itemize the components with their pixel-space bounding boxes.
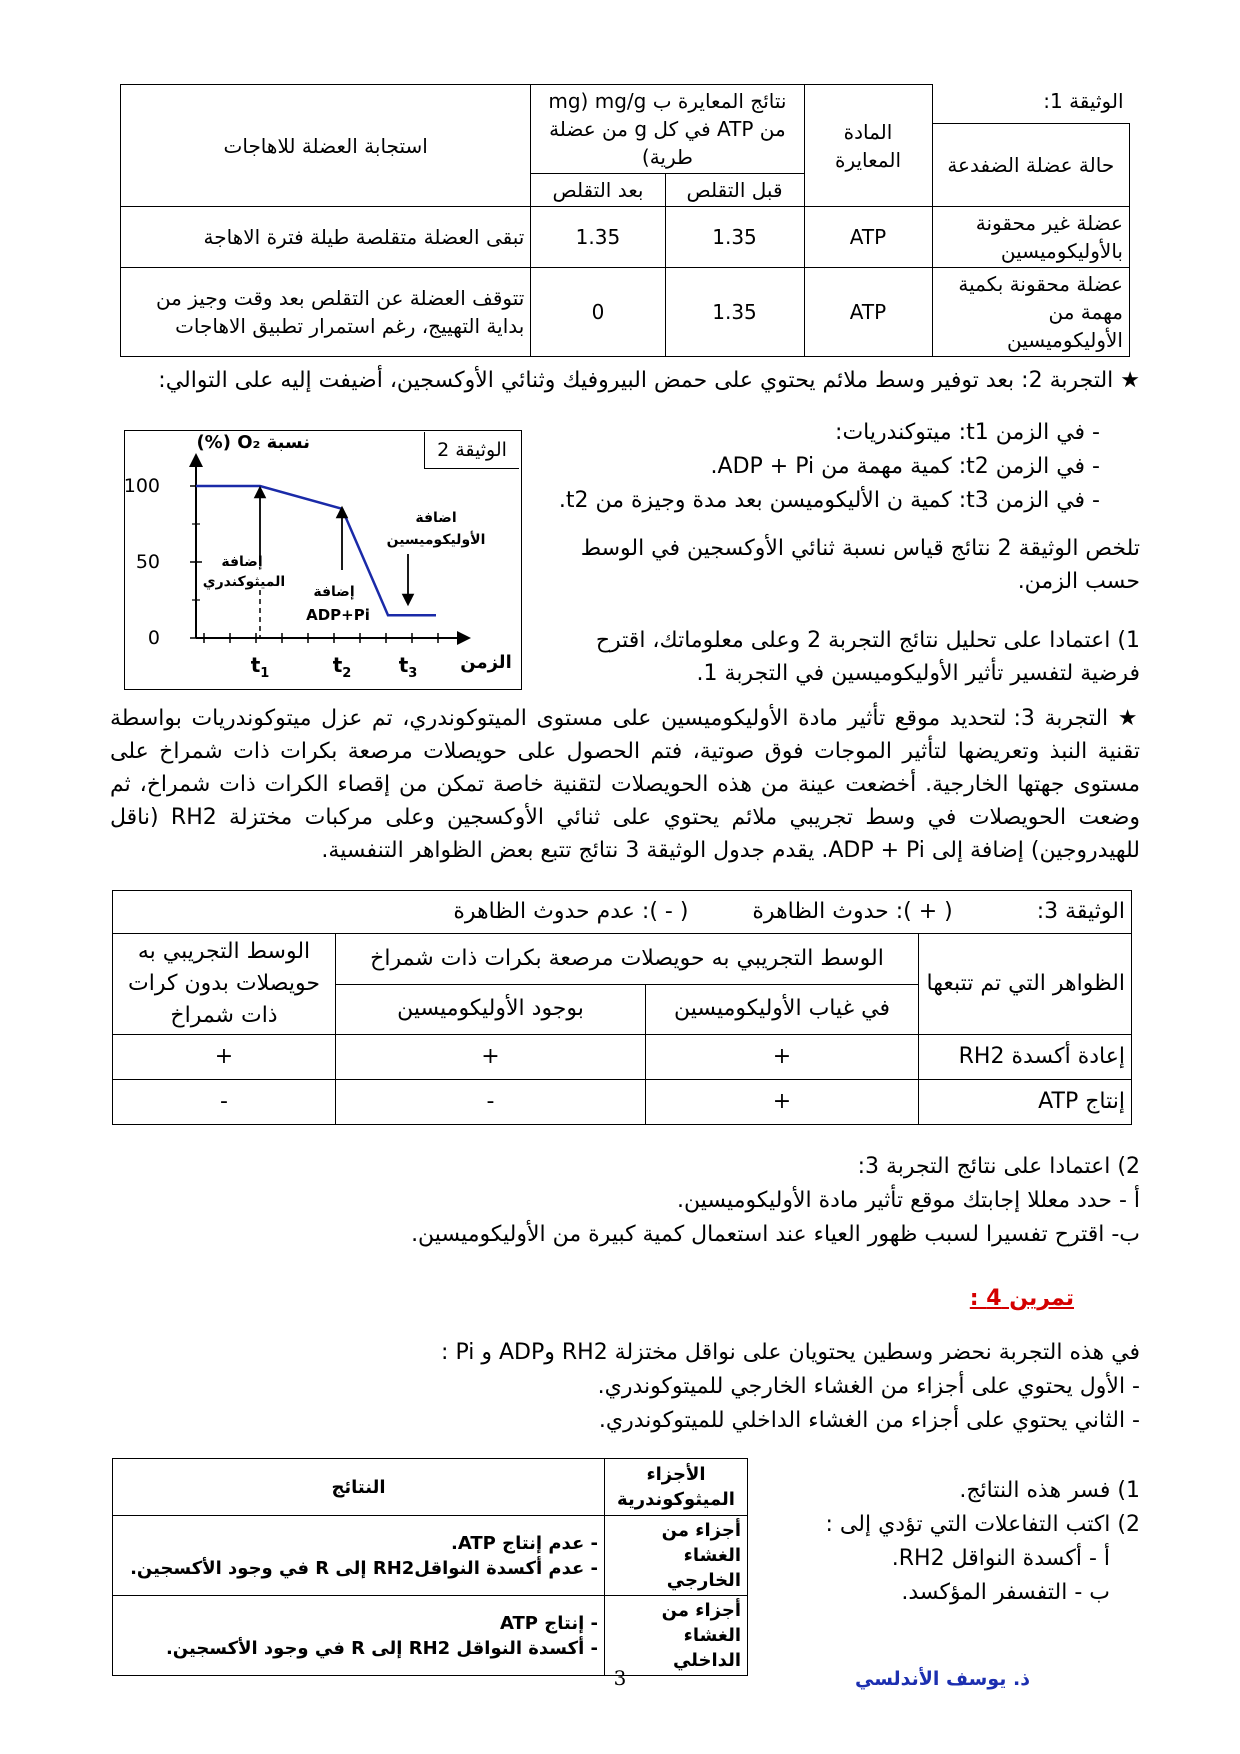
doc1-h-results: نتائج المعايرة ب mg/g (mg من ATP في كل g من عضلة طرية) [531, 85, 804, 174]
doc1-h-response: استجابة العضلة للاهاجات [121, 85, 531, 207]
doc3-h-absent: في غياب الأوليكوميسين [646, 984, 919, 1035]
ex4-q2: 2) اكتب التفاعلات التي تؤدي إلى : [825, 1512, 1140, 1537]
y-axis-label: نسبة O₂ (%) [196, 432, 310, 453]
doc3-absent: + [646, 1080, 919, 1125]
doc1-after: 1.35 [531, 207, 665, 268]
ex4-part: أجزاء من الغشاء الخارجي [605, 1516, 748, 1596]
y-tick-label: 0 [147, 627, 160, 649]
x-tick-label: $t_2$ [332, 653, 352, 681]
doc1-h-substance: المادة المعايرة [804, 85, 932, 207]
exp2-summary: تلخص الوثيقة 2 نتائج قياس نسبة ثنائي الأوكسجين في الوسط حسب الزمن. [580, 536, 1140, 594]
ex4-result: - عدم أكسدة النواقلRH2 إلى R في وجود الأكسجين. [130, 1557, 598, 1579]
annotation-oligo-1: اضافة [415, 510, 457, 526]
doc1-response: تتوقف العضلة عن التقلص بعد وقت وجيز من بداية التهييج، رغم استمرار تطبيق الاهاجات [121, 268, 531, 357]
doc3-title: الوثيقة 3: [1036, 899, 1125, 924]
table-row [113, 1516, 748, 1596]
ex4-h-parts: الأجزاء الميثوكوندرية [605, 1459, 748, 1516]
ex4-m1: - الأول يحتوي على أجزاء من الغشاء الخارجي للميتوكوندري. [597, 1374, 1140, 1399]
table-row [121, 268, 1130, 357]
ex4-result: - عدم إنتاج ATP. [450, 1532, 598, 1554]
q2-a: أ - حدد معللا إجابتك موقع تأثير مادة الأوليكوميسين. [677, 1188, 1140, 1213]
ex4-h-results: النتائج [113, 1459, 605, 1516]
ex4-q1: 1) فسر هذه النتائج. [959, 1478, 1140, 1503]
doc3-h-present: بوجود الأوليكوميسين [336, 984, 646, 1035]
table-row [113, 1035, 1132, 1080]
annotation-oligo-2: الأوليكوميسين [386, 532, 486, 548]
doc3-without: + [113, 1035, 336, 1080]
exp2-t3: - في الزمن t3: كمية ن الأليكوميسن بعد مدة وجيزة من t2. [558, 488, 1100, 513]
page-number: 3 [613, 1666, 627, 1690]
doc1-substance: ATP [804, 207, 932, 268]
q2-intro: 2) اعتمادا على نتائج التجربة 3: [857, 1154, 1140, 1179]
annotation-mito-1: إضافة [221, 554, 263, 570]
doc1-table [120, 84, 1130, 357]
doc3-without: - [113, 1080, 336, 1125]
ex4-q2a: أ - أكسدة النواقل RH2. [891, 1546, 1110, 1571]
doc3-table [112, 890, 1132, 1125]
doc1-before: 1.35 [665, 268, 804, 357]
exp2-t2: - في الزمن t2: كمية مهمة من ADP + Pi. [710, 454, 1100, 479]
q2-b: ب- اقترح تفسيرا لسبب ظهور العياء عند استعمال كمية كبيرة من الأوليكوميسين. [411, 1222, 1140, 1247]
doc3-header-row [113, 891, 1132, 934]
doc3-phen: إعادة أكسدة RH2 [919, 1035, 1132, 1080]
doc2-title: الوثيقة 2 [424, 432, 519, 469]
annotation-mito-2: الميثوكندري [202, 574, 286, 590]
ex4-title: تمرين 4 : [969, 1286, 1074, 1311]
y-tick-label: 100 [124, 475, 160, 497]
doc3-present: - [336, 1080, 646, 1125]
doc3-legend-plus: ( + ): حدوث الظاهرة [752, 899, 953, 924]
doc1-h-before: قبل التقلص [665, 174, 804, 207]
doc1-substance: ATP [804, 268, 932, 357]
exp2-q1: 1) اعتمادا على تحليل نتائج التجربة 2 وعلى معلوماتك، اقترح فرضية لتفسير تأثير الأوليكوميسين في التجربة 1. [595, 628, 1140, 686]
annotation-adp-1: إضافة [313, 584, 355, 600]
doc3-h-phen: الظواهر التي تم تتبعها [919, 934, 1132, 1035]
author: ذ. يوسف الأندلسي [854, 1668, 1030, 1690]
table-row [113, 1080, 1132, 1125]
doc1-after: 0 [531, 268, 665, 357]
doc1-response: تبقى العضلة متقلصة طيلة فترة الاهاجة [121, 207, 531, 268]
doc3-present: + [336, 1035, 646, 1080]
exp2-t1: - في الزمن t1: ميتوكندريات: [835, 420, 1100, 445]
doc1-h-after: بعد التقلص [531, 174, 665, 207]
ex4-title-wrap [900, 1286, 1074, 1311]
x-axis-label: الزمن [460, 652, 512, 673]
ex4-result: - أكسدة النواقل RH2 إلى R في وجود الأكسجين. [165, 1637, 598, 1659]
doc1-h-state: حالة عضلة الضفدعة [932, 123, 1130, 207]
exp2-intro: ★ التجربة 2: بعد توفير وسط ملائم يحتوي على حمض البيروفيك وثنائي الأوكسجين، أضيفت إليه على التوالي: [158, 368, 1140, 393]
exp3-paragraph: ★ التجربة 3: لتحديد موقع تأثير مادة الأوليكوميسين على مستوى الميتوكوندري، تم عزل ميتوكوندريات بواسطة تقنية النبذ وتعريضها لتأثير الموجات فوق صوتية، فتم الحصول على حويصلات مرصعة بكرات ذات شمراخ على مستوى جهتها الخارجية. أخضعت عينة من هذه الحويصلات لتقنية خاصة تمكن من إقصاء الكرات ذات شمراخ، ثم وضعت الحويصلات في وسط تجريبي ملائم يحتوي على ثنائي الأوكسجين وعلى مركبات مختزلة RH2 (ناقل للهيدروجين) إضافة إلى ADP + Pi. يقدم جدول الوثيقة 3 نتائج تتبع بعض الظواهر التنفسية. [110, 706, 1141, 863]
ex4-m2: - الثاني يحتوي على أجزاء من الغشاء الداخلي للميتوكوندري. [598, 1408, 1140, 1433]
ex4-q2b: ب - التفسفر المؤكسد. [901, 1580, 1110, 1605]
ex4-part: أجزاء من الغشاء الداخلي [605, 1596, 748, 1676]
doc3-h-without: الوسط التجريبي به حويصلات بدون كرات ذات شمراخ [113, 934, 336, 1035]
doc2-chart [124, 430, 520, 688]
doc1-state: عضلة غير محقونة بالأوليكوميسين [932, 207, 1130, 268]
doc3-absent: + [646, 1035, 919, 1080]
ex4-result: - إنتاج ATP [499, 1612, 598, 1634]
x-tick-label: $t_1$ [250, 653, 270, 681]
x-tick-label: $t_3$ [398, 653, 418, 681]
y-tick-label: 50 [135, 551, 160, 573]
doc3-h-with: الوسط التجريبي به حويصلات مرصعة بكرات ذات شمراخ [336, 934, 919, 985]
doc1-title-cell [932, 85, 1130, 124]
doc1-before: 1.35 [665, 207, 804, 268]
table-row [113, 1596, 748, 1676]
doc3-phen: إنتاج ATP [919, 1080, 1132, 1125]
doc3-legend-minus: ( - ): عدم حدوث الظاهرة [453, 899, 689, 924]
ex4-intro: في هذه التجربة نحضر وسطين يحتويان على نواقل مختزلة RH2 وADP و Pi : [441, 1340, 1140, 1365]
doc1-title: الوثيقة 1: [1043, 88, 1124, 113]
ex4-table [112, 1458, 748, 1676]
table-row [121, 207, 1130, 268]
doc1-state: عضلة محقونة بكمية مهمة من الأوليكوميسين [932, 268, 1130, 357]
annotation-adp-2: ADP+Pi [306, 606, 370, 624]
